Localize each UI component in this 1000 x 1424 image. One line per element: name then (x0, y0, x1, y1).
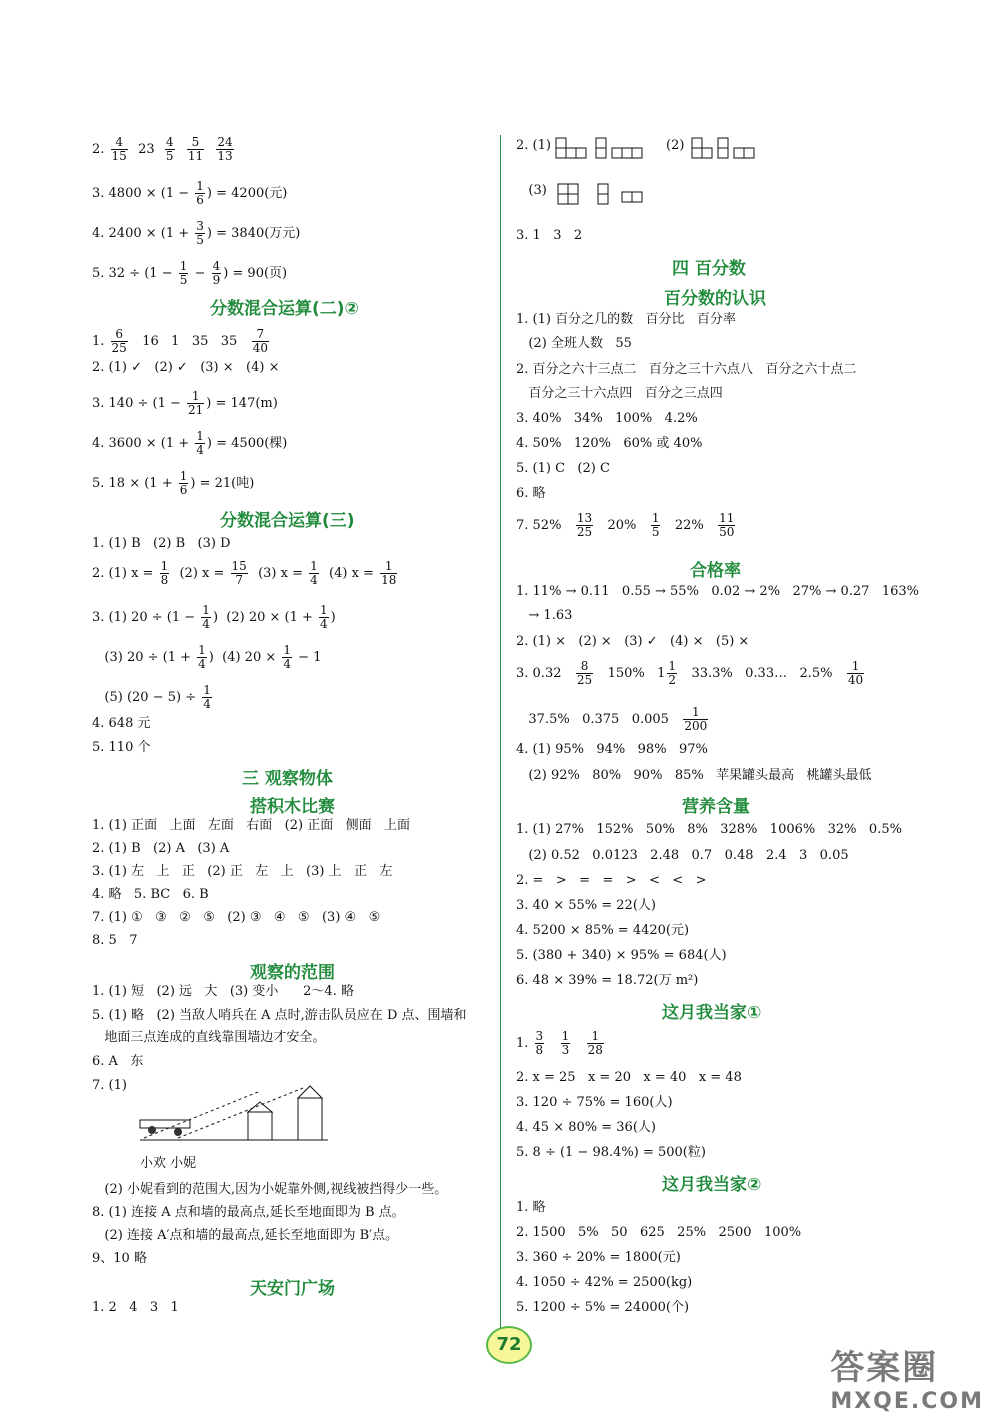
answer-text: ) (330, 610, 336, 625)
fraction (576, 512, 593, 539)
fraction (683, 706, 708, 733)
answer-text: 4. 50% 120% 60% 或 40% (516, 436, 703, 451)
numerator: 1 (202, 603, 210, 617)
section-heading: 观察的范围 (250, 963, 335, 983)
answer-line (92, 470, 254, 497)
denominator: 9 (212, 273, 221, 287)
answer-text: 6. 48 × 39% = 18.72(万 m²) (516, 973, 699, 988)
denominator: 40 (252, 341, 268, 355)
answer-text (572, 1036, 584, 1051)
denominator: 4 (310, 573, 318, 587)
numerator: 1 (320, 603, 328, 617)
answer-line (516, 873, 706, 889)
denominator: 3 (561, 1043, 570, 1057)
denominator: 5 (196, 233, 204, 247)
answer-line (516, 386, 723, 402)
answer-text: − (190, 266, 210, 281)
answer-text: 3. 360 ÷ 20% = 1800(元) (516, 1250, 681, 1265)
answer-text: 3. 1 3 2 (516, 228, 583, 243)
denominator: 4 (283, 657, 292, 671)
answer-text: 地面三点连成的直线靠围墙边才安全。 (92, 1030, 326, 1045)
numerator: 1 (283, 643, 292, 657)
answer-text: 3. (1) 左 上 正 (2) 正 左 上 (3) 上 正 左 (92, 864, 393, 879)
fraction (179, 470, 189, 497)
answer-line (516, 768, 872, 784)
answer-text: (2) 小妮看到的范围大,因为小妮靠外侧,视线被挡得少一些。 (92, 1182, 448, 1197)
numerator: 1 (683, 706, 708, 720)
numerator: 1 (561, 1029, 570, 1043)
answer-text: 2. (1) ✓ (2) ✓ (3) × (4) × (92, 360, 280, 375)
answer-line (516, 948, 727, 964)
answer-line (516, 486, 546, 502)
numerator: 11 (719, 511, 735, 525)
answer-line (92, 220, 300, 247)
numerator: 1 (198, 643, 206, 657)
numerator: 1 (179, 469, 188, 483)
answer-text: ) = 4500(棵) (206, 436, 288, 451)
answer-line (92, 864, 392, 880)
fraction (202, 684, 212, 711)
answer-text: (2) x = (171, 566, 229, 581)
answer-line (516, 848, 849, 864)
denominator: 8 (160, 573, 169, 587)
numerator: 15 (231, 559, 247, 573)
fraction (195, 180, 205, 207)
answer-line (516, 1225, 801, 1241)
answer-text: 百分之三十六点四 百分之三点四 (516, 386, 723, 401)
answer-line (516, 1300, 689, 1316)
denominator: 4 (202, 617, 210, 631)
answer-text: 3. 0.32 (516, 666, 574, 681)
numerator: 4 (165, 135, 174, 149)
column-divider (500, 135, 501, 1340)
denominator: 6 (196, 193, 204, 207)
numerator: 1 (310, 559, 318, 573)
answer-line (516, 312, 736, 328)
answer-text: 4. (1) 95% 94% 98% 97% (516, 742, 708, 757)
answer-text (546, 1036, 558, 1051)
answer-text: 2. (92, 142, 109, 157)
answer-text: 22% (662, 518, 717, 533)
answer-text: 2. (1) (516, 138, 551, 153)
answer-text: 1. (1) B (2) B (3) D (92, 536, 231, 551)
answer-line (516, 1030, 606, 1057)
denominator: 21 (188, 403, 204, 417)
answer-text: 5. 1200 ÷ 5% = 24000(个) (516, 1300, 690, 1315)
denominator: 25 (576, 525, 593, 539)
answer-line (516, 336, 632, 352)
fraction (160, 560, 170, 587)
answer-text: 7. (1) (92, 1078, 127, 1093)
answer-text: 4. 3600 × (1 + (92, 436, 194, 451)
answer-text: 1. 2 4 3 1 (92, 1300, 179, 1315)
answer-line (516, 1070, 742, 1086)
numerator: 5 (187, 136, 204, 150)
answer-text: 3. 120 ÷ 75% = 160(人) (516, 1095, 673, 1110)
answer-text: 4. 648 元 (92, 716, 151, 731)
fraction (561, 1030, 571, 1057)
answer-line (92, 841, 229, 857)
denominator: 18 (381, 573, 397, 587)
fraction (282, 644, 292, 671)
fraction (319, 604, 329, 631)
denominator: 28 (587, 1043, 603, 1057)
fraction (252, 328, 269, 355)
answer-text: 37.5% 0.375 0.005 (516, 712, 682, 727)
answer-line (516, 822, 902, 838)
answer-text: 7. 52% (516, 518, 574, 533)
watermark-url: MXQE.COM (830, 1389, 984, 1414)
answer-line (92, 740, 150, 756)
numerator: 1 (187, 390, 204, 404)
watermark (830, 1340, 984, 1414)
answer-line (516, 898, 656, 914)
denominator: 5 (179, 273, 188, 287)
answer-line (516, 138, 551, 154)
answer-text: 1. 略 (516, 1200, 546, 1215)
answer-text: 4. 1050 ÷ 42% = 2500(kg) (516, 1275, 693, 1290)
fraction (576, 660, 593, 687)
answer-line (92, 1205, 405, 1221)
answer-text: 1. (1) 正面 上面 左面 右面 (2) 正面 侧面 上面 (92, 818, 411, 833)
answer-line (516, 706, 710, 733)
answer-line (92, 560, 399, 587)
numerator: 13 (576, 511, 593, 525)
answer-text: ) = 147(m) (206, 396, 278, 411)
answer-text: (3) (516, 183, 547, 198)
answer-text: 6. 略 (516, 486, 546, 501)
answer-text: 8. (1) 连接 A 点和墙的最高点,延长至地面即为 B 点。 (92, 1205, 405, 1220)
answer-line (92, 604, 336, 631)
numerator: 1 (179, 259, 188, 273)
fraction (187, 136, 204, 163)
answer-line (92, 136, 236, 163)
fraction (216, 136, 233, 163)
answer-line (92, 1251, 147, 1267)
fraction (201, 604, 211, 631)
answer-line (92, 818, 410, 834)
page-number: 72 (486, 1326, 532, 1364)
fraction (667, 660, 677, 687)
denominator: 4 (320, 617, 328, 631)
answer-line (516, 1275, 692, 1291)
answer-text: ) (2) 20 × (1 + (212, 610, 318, 625)
answer-line (516, 1120, 656, 1136)
denominator: 50 (719, 525, 735, 539)
answer-text: 1. (92, 334, 109, 349)
section-heading: 营养含量 (682, 797, 750, 817)
answer-line (516, 634, 749, 650)
answer-line (92, 887, 209, 903)
answer-text: (4) x = (320, 566, 379, 581)
answer-text: (2) 全班人数 55 (516, 336, 632, 351)
denominator: 5 (165, 149, 174, 163)
answer-text: (3) x = (249, 566, 308, 581)
denominator: 40 (847, 673, 864, 687)
answer-line (92, 1078, 127, 1094)
numerator: 1 (651, 511, 660, 525)
answer-line (516, 1250, 681, 1266)
answer-line (92, 910, 380, 926)
answer-text: 4. 略 5. BC 6. B (92, 887, 209, 902)
answer-line (516, 512, 737, 539)
fraction (718, 512, 735, 539)
answer-text (206, 142, 214, 157)
fraction (651, 512, 661, 539)
numerator: 1 (668, 659, 677, 673)
denominator: 4 (196, 443, 204, 457)
denominator: 11 (187, 149, 204, 163)
fraction (535, 1030, 545, 1057)
answer-text: → 1.63 (516, 608, 573, 623)
section-heading: 这月我当家② (662, 1175, 762, 1195)
denominator: 7 (235, 573, 243, 587)
denominator: 4 (203, 697, 211, 711)
answer-text: 3. (1) 20 ÷ (1 − (92, 610, 200, 625)
answer-line (516, 973, 698, 989)
answer-text: 2. x = 25 x = 20 x = 40 x = 48 (516, 1070, 742, 1085)
fraction (197, 644, 207, 671)
answer-text: 4. 2400 × (1 + (92, 226, 194, 241)
section-heading: 三 观察物体 (242, 769, 333, 789)
answer-text: 1. 11% → 0.11 0.55 → 55% 0.02 → 2% 27% → 0.27 163% (516, 584, 920, 599)
answer-text: 5. 8 ÷ (1 − 98.4%) = 500(粒) (516, 1145, 706, 1160)
answer-line (92, 716, 150, 732)
section-heading: 四 百分数 (672, 259, 746, 279)
fraction (179, 260, 189, 287)
answer-text (177, 142, 185, 157)
fraction (165, 136, 175, 163)
answer-text: (2) 92% 80% 90% 85% 苹果罐头最高 桃罐头最低 (516, 768, 872, 783)
answer-text: 1. (1) 百分之几的数 百分比 百分率 (516, 312, 736, 327)
numerator: 24 (217, 135, 233, 149)
answer-line (92, 1300, 179, 1316)
watermark-logo-text: 答案圈 (830, 1348, 939, 1388)
answer-text: ) (4) 20 × (208, 650, 281, 665)
answer-text: ) = 3840(万元) (206, 226, 301, 241)
answer-text: 5. 18 × (1 + (92, 476, 177, 491)
fraction (309, 560, 319, 587)
answer-line (516, 660, 866, 687)
answer-text: 33.3% 0.33… 2.5% (679, 666, 845, 681)
numerator: 8 (576, 660, 593, 674)
fraction (111, 136, 128, 163)
answer-text: (2) 连接 A′点和墙的最高点,延长至地面即为 B′点。 (92, 1228, 399, 1243)
answer-text: 1. (516, 1036, 533, 1051)
answer-line (516, 362, 856, 378)
answer-line (92, 1008, 467, 1024)
denominator: 200 (684, 719, 708, 733)
numerator: 1 (847, 660, 864, 674)
answer-line (92, 536, 231, 552)
answer-text: 5. 32 ÷ (1 − (92, 266, 177, 281)
answer-text: 1. (1) 短 (2) 远 大 (3) 变小 2～4. 略 (92, 984, 354, 999)
numerator: 4 (212, 259, 221, 273)
answer-line (516, 411, 698, 427)
numerator: 1 (587, 1030, 604, 1044)
section-heading: 这月我当家① (662, 1003, 762, 1023)
answer-text: 3. 40% 34% 100% 4.2% (516, 411, 698, 426)
fraction (380, 560, 397, 587)
answer-line (92, 984, 354, 1000)
answer-text: 6. A 东 (92, 1054, 144, 1069)
answer-line (92, 360, 279, 376)
answer-line (92, 1228, 398, 1244)
answer-text: 20% (595, 518, 649, 533)
denominator: 25 (576, 673, 593, 687)
answer-text: 2. 1500 5% 50 625 25% 2500 100% (516, 1225, 802, 1240)
denominator: 13 (217, 149, 233, 163)
section-heading: 分数混合运算(三) (220, 511, 355, 531)
answer-text: ) = 21(吨) (190, 476, 255, 491)
answer-line (516, 1200, 546, 1216)
answer-text: 4. 5200 × 85% = 4420(元) (516, 923, 690, 938)
section-heading: 搭积木比赛 (250, 797, 335, 817)
fraction (212, 260, 222, 287)
answer-line (92, 430, 287, 457)
answer-text: 23 (129, 142, 163, 157)
answer-text: 2. (1) × (2) × (3) ✓ (4) × (5) × (516, 634, 750, 649)
numerator: 1 (196, 429, 204, 443)
numerator: 3 (535, 1029, 544, 1043)
denominator: 2 (668, 673, 677, 687)
answer-text: 7. (1) ① ③ ② ⑤ (2) ③ ④ ⑤ (3) ④ ⑤ (92, 910, 381, 925)
answer-line (92, 644, 321, 671)
numerator: 1 (196, 179, 204, 193)
answer-text: 9、10 略 (92, 1251, 147, 1266)
fraction (587, 1030, 604, 1057)
answer-text: 3. 40 × 55% = 22(人) (516, 898, 656, 913)
answer-text: ) = 4200(元) (206, 186, 288, 201)
answer-text: 2. = > = = > < < > (516, 873, 707, 888)
answer-text: 1. (1) 27% 152% 50% 8% 328% 1006% 32% 0.5% (516, 822, 902, 837)
denominator: 15 (111, 149, 127, 163)
answer-text: (5) (20 − 5) ÷ (92, 690, 201, 705)
answer-line (92, 1054, 143, 1070)
answer-text: 16 1 35 35 (129, 334, 250, 349)
numerator: 1 (380, 560, 397, 574)
answer-line (516, 742, 708, 758)
numerator: 3 (196, 219, 204, 233)
answer-text: 2. (1) x = (92, 566, 158, 581)
answer-line (516, 923, 689, 939)
answer-line (92, 1030, 325, 1046)
denominator: 25 (111, 341, 127, 355)
answer-text: (3) 20 ÷ (1 + (92, 650, 196, 665)
numerator: 6 (111, 328, 128, 342)
answer-text: 150% 1 (595, 666, 666, 681)
answer-text: 5. (1) 略 (2) 当敌人哨兵在 A 点时,游击队员应在 D 点、围墙和 (92, 1008, 467, 1023)
answer-line (92, 1182, 447, 1198)
fraction (195, 430, 205, 457)
answer-line (516, 1095, 673, 1111)
answer-line (516, 608, 572, 624)
answer-text: 2. (1) B (2) A (3) A (92, 841, 230, 856)
answer-line (516, 461, 610, 477)
denominator: 5 (651, 525, 660, 539)
answer-text: 5. (380 + 340) × 95% = 684(人) (516, 948, 727, 963)
denominator: 8 (535, 1043, 544, 1057)
answer-line (92, 328, 271, 355)
fraction (231, 560, 248, 587)
answer-text: (2) 0.52 0.0123 2.48 0.7 0.48 2.4 3 0.05 (516, 848, 849, 863)
answer-text: 3. 4800 × (1 − (92, 186, 194, 201)
numerator: 1 (203, 683, 211, 697)
answer-line (516, 183, 547, 199)
answer-line (92, 390, 278, 417)
answer-text: − 1 (294, 650, 322, 665)
answer-text: 5. 110 个 (92, 740, 151, 755)
answer-line (92, 260, 287, 287)
answer-text: 5. (1) C (2) C (516, 461, 610, 476)
answer-text: 2. 百分之六十三点二 百分之三十六点八 百分之六十点二 (516, 362, 857, 377)
answer-line (516, 584, 919, 600)
section-heading: 天安门广场 (250, 1279, 335, 1299)
figure-caption: 小欢 小妮 (140, 1156, 197, 1171)
fraction (187, 390, 204, 417)
denominator: 6 (179, 483, 188, 497)
fraction (111, 328, 128, 355)
section-heading: 百分数的认识 (664, 289, 766, 309)
denominator: 4 (198, 657, 206, 671)
answer-line (516, 228, 582, 244)
numerator: 4 (111, 136, 128, 150)
fraction (847, 660, 864, 687)
answer-line (92, 684, 214, 711)
answer-text: ) = 90(页) (223, 266, 288, 281)
numerator: 7 (252, 328, 269, 342)
fraction (195, 220, 205, 247)
section-heading: 分数混合运算(二)② (210, 299, 359, 319)
answer-line (92, 180, 287, 207)
answer-text: 8. 5 7 (92, 933, 138, 948)
answer-line (516, 436, 702, 452)
numerator: 1 (160, 559, 169, 573)
section-heading: 合格率 (690, 561, 741, 581)
answer-text: 3. 140 ÷ (1 − (92, 396, 186, 411)
answer-text: (2) (666, 138, 685, 153)
answer-line (92, 933, 137, 949)
answer-text: 4. 45 × 80% = 36(人) (516, 1120, 656, 1135)
answer-line (516, 1145, 706, 1161)
cube-views-figure (552, 134, 772, 224)
